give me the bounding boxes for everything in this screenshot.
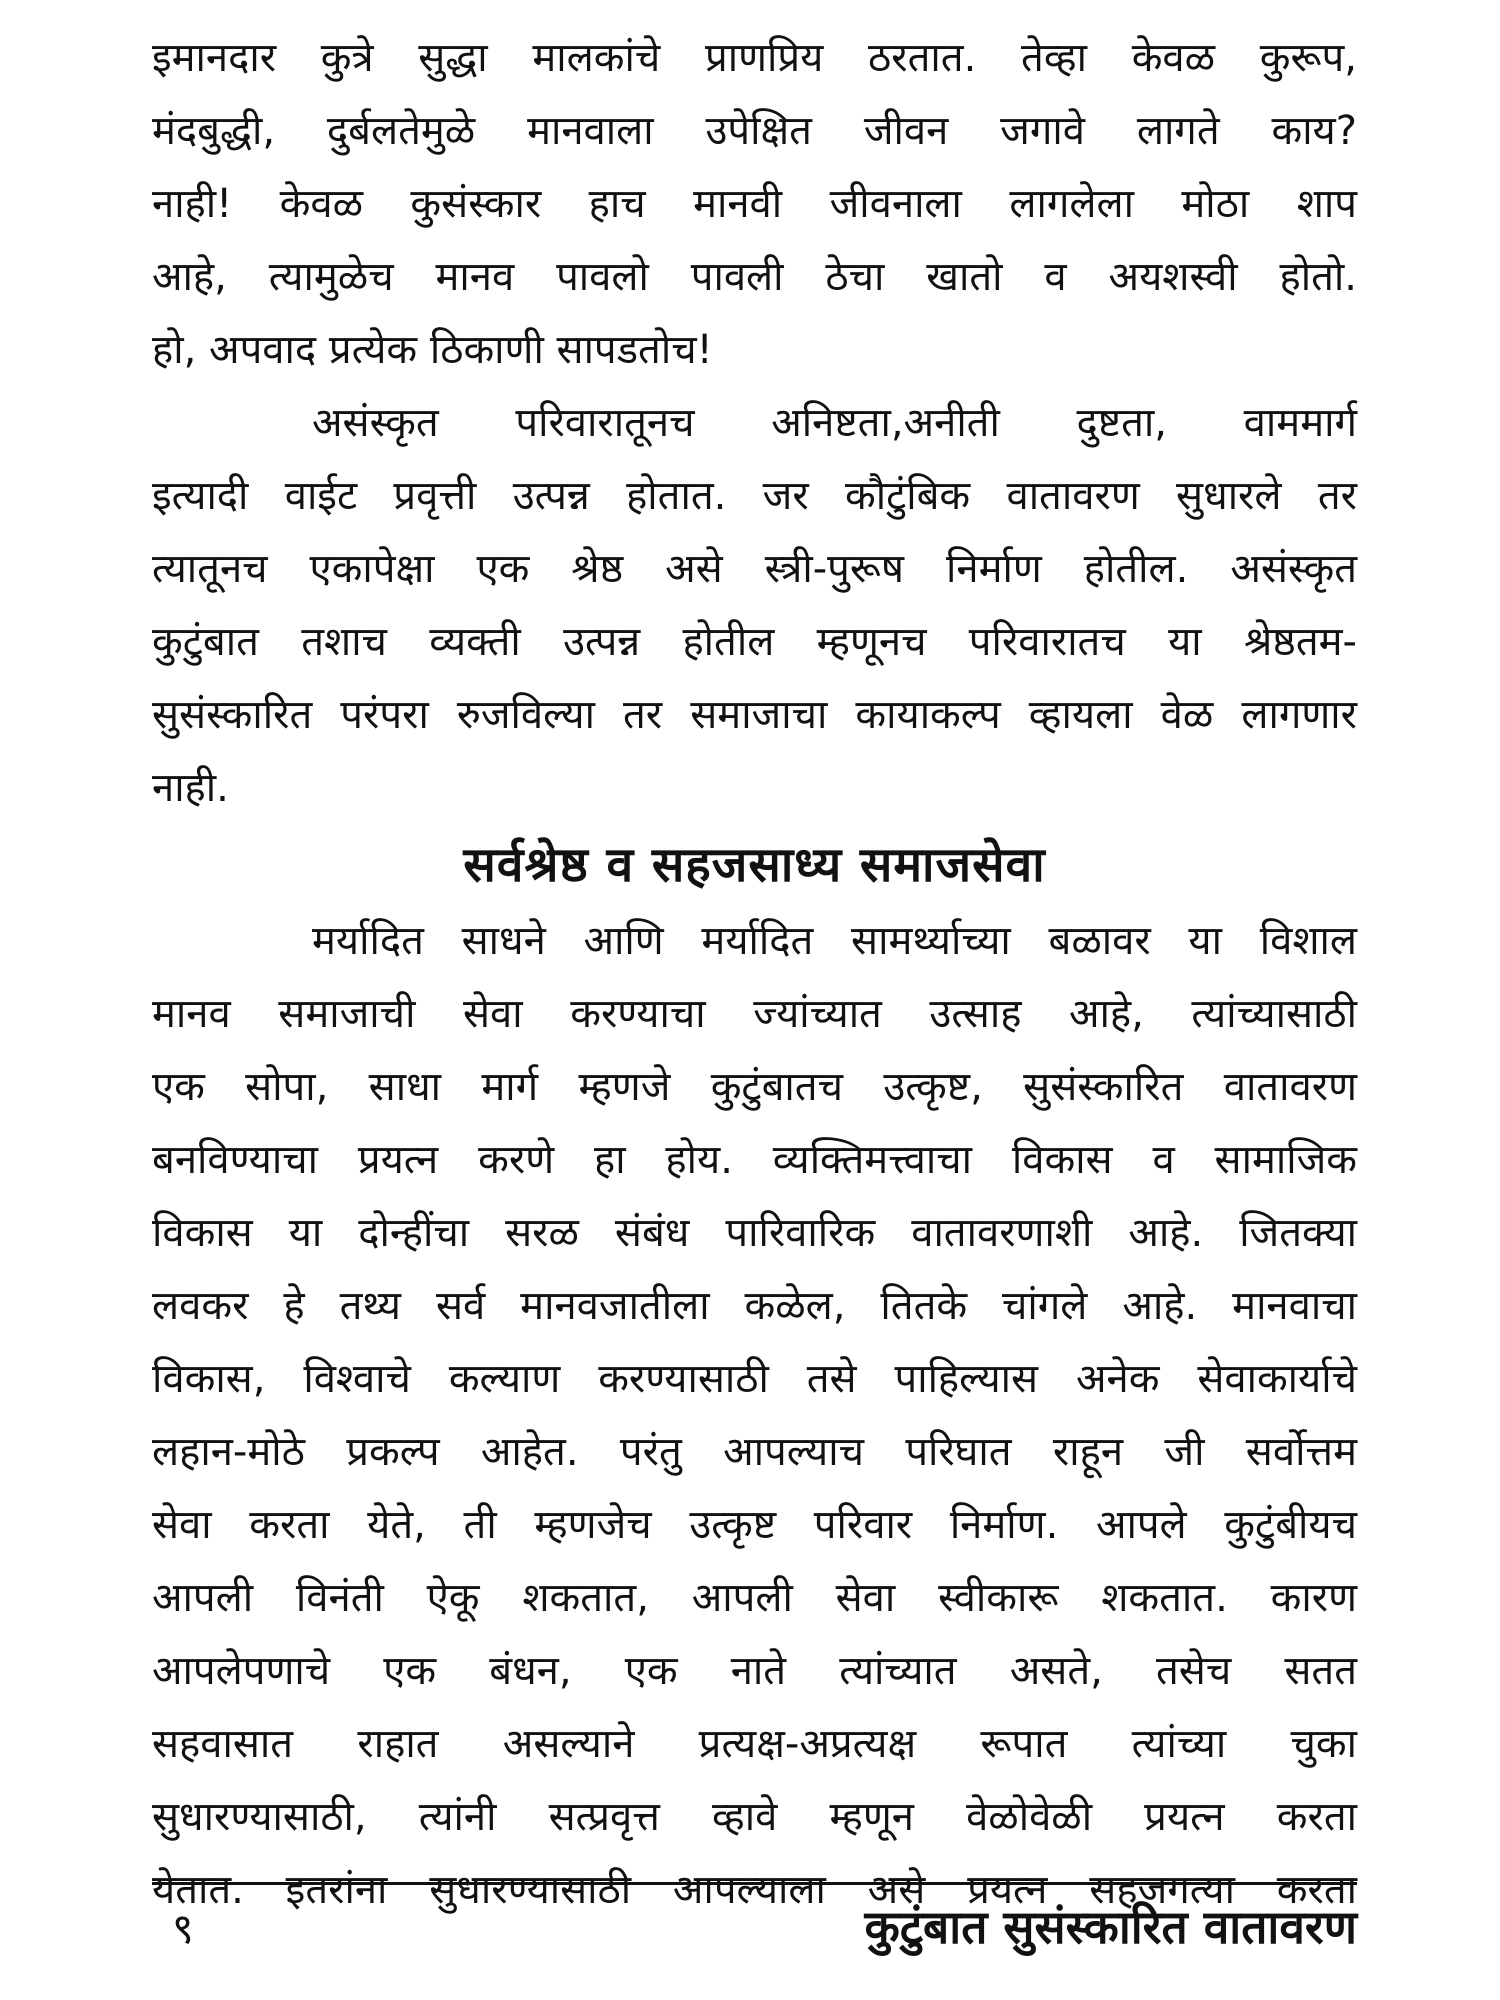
paragraph-1 bbox=[152, 22, 1357, 387]
section-heading: सर्वश्रेष्ठ व सहजसाध्य समाजसेवा bbox=[463, 837, 1046, 893]
text-line: मंदबुद्धी, दुर्बलतेमुळे मानवाला उपेक्षित जीवन जगावे लागते काय? bbox=[152, 108, 1357, 154]
text-line: विकास या दोन्हींचा सरळ संबंध पारिवारिक वातावरणाशी आहे. जितक्या bbox=[152, 1210, 1357, 1256]
text-line: सेवा करता येते, ती म्हणजेच उत्कृष्ट परिवार निर्माण. आपले कुटुंबीयच bbox=[152, 1502, 1357, 1548]
text-line: नाही! केवळ कुसंस्कार हाच मानवी जीवनाला लागलेला मोठा शाप bbox=[152, 181, 1357, 227]
paragraph-2 bbox=[152, 387, 1357, 825]
text-line: सुधारण्यासाठी, त्यांनी सत्प्रवृत्त व्हावे म्हणून वेळोवेळी प्रयत्न करता bbox=[152, 1794, 1357, 1840]
text-line: आपलेपणाचे एक बंधन, एक नाते त्यांच्यात असते, तसेच सतत bbox=[152, 1648, 1357, 1694]
text-line: सुसंस्कारित परंपरा रुजविल्या तर समाजाचा कायाकल्प व्हायला वेळ लागणार bbox=[152, 692, 1357, 738]
page-body bbox=[152, 22, 1357, 1927]
footer-divider bbox=[152, 1882, 1357, 1885]
text-line: विकास, विश्वाचे कल्याण करण्यासाठी तसे पाहिल्यास अनेक सेवाकार्याचे bbox=[152, 1356, 1357, 1402]
text-line: इमानदार कुत्रे सुद्धा मालकांचे प्राणप्रिय ठरतात. तेव्हा केवळ कुरूप, bbox=[152, 35, 1357, 81]
text-line: बनविण्याचा प्रयत्न करणे हा होय. व्यक्तिमत्त्वाचा विकास व सामाजिक bbox=[152, 1137, 1357, 1183]
running-title: कुटुंबात सुसंस्कारित वातावरण bbox=[864, 1900, 1357, 1954]
text-line: येतात. इतरांना सुधारण्यासाठी आपल्याला असे प्रयत्न सहजगत्या करता bbox=[152, 1867, 1357, 1913]
text-line: मानव समाजाची सेवा करण्याचा ज्यांच्यात उत्साह आहे, त्यांच्यासाठी bbox=[152, 991, 1357, 1037]
text-line: आहे, त्यामुळेच मानव पावलो पावली ठेचा खातो व अयशस्वी होतो. bbox=[152, 254, 1357, 300]
text-line: लहान-मोठे प्रकल्प आहेत. परंतु आपल्याच परिघात राहून जी सर्वोत्तम bbox=[152, 1429, 1357, 1475]
text-line: एक सोपा, साधा मार्ग म्हणजे कुटुंबातच उत्कृष्ट, सुसंस्कारित वातावरण bbox=[152, 1064, 1357, 1110]
text-line: त्यातूनच एकापेक्षा एक श्रेष्ठ असे स्त्री-पुरूष निर्माण होतील. असंस्कृत bbox=[152, 546, 1357, 592]
page-number: ९ bbox=[172, 1904, 194, 1953]
text-line: मर्यादित साधने आणि मर्यादित सामर्थ्याच्या बळावर या विशाल bbox=[312, 918, 1357, 964]
paragraph-3 bbox=[152, 905, 1357, 1927]
text-line: सहवासात राहात असल्याने प्रत्यक्ष-अप्रत्यक्ष रूपात त्यांच्या चुका bbox=[152, 1721, 1357, 1767]
text-line: आपली विनंती ऐकू शकतात, आपली सेवा स्वीकारू शकतात. कारण bbox=[152, 1575, 1357, 1621]
text-line: इत्यादी वाईट प्रवृत्ती उत्पन्न होतात. जर कौटुंबिक वातावरण सुधारले तर bbox=[152, 473, 1357, 519]
text-line: कुटुंबात तशाच व्यक्ती उत्पन्न होतील म्हणूनच परिवारातच या श्रेष्ठतम- bbox=[152, 619, 1357, 665]
text-line: लवकर हे तथ्य सर्व मानवजातीला कळेल, तितके चांगले आहे. मानवाचा bbox=[152, 1283, 1357, 1329]
text-line: असंस्कृत परिवारातूनच अनिष्टता,अनीती दुष्टता, वाममार्ग bbox=[312, 400, 1357, 446]
text-line: हो, अपवाद प्रत्येक ठिकाणी सापडतोच! bbox=[152, 327, 713, 373]
text-line: नाही. bbox=[152, 765, 229, 811]
page-footer bbox=[152, 1895, 1357, 1975]
